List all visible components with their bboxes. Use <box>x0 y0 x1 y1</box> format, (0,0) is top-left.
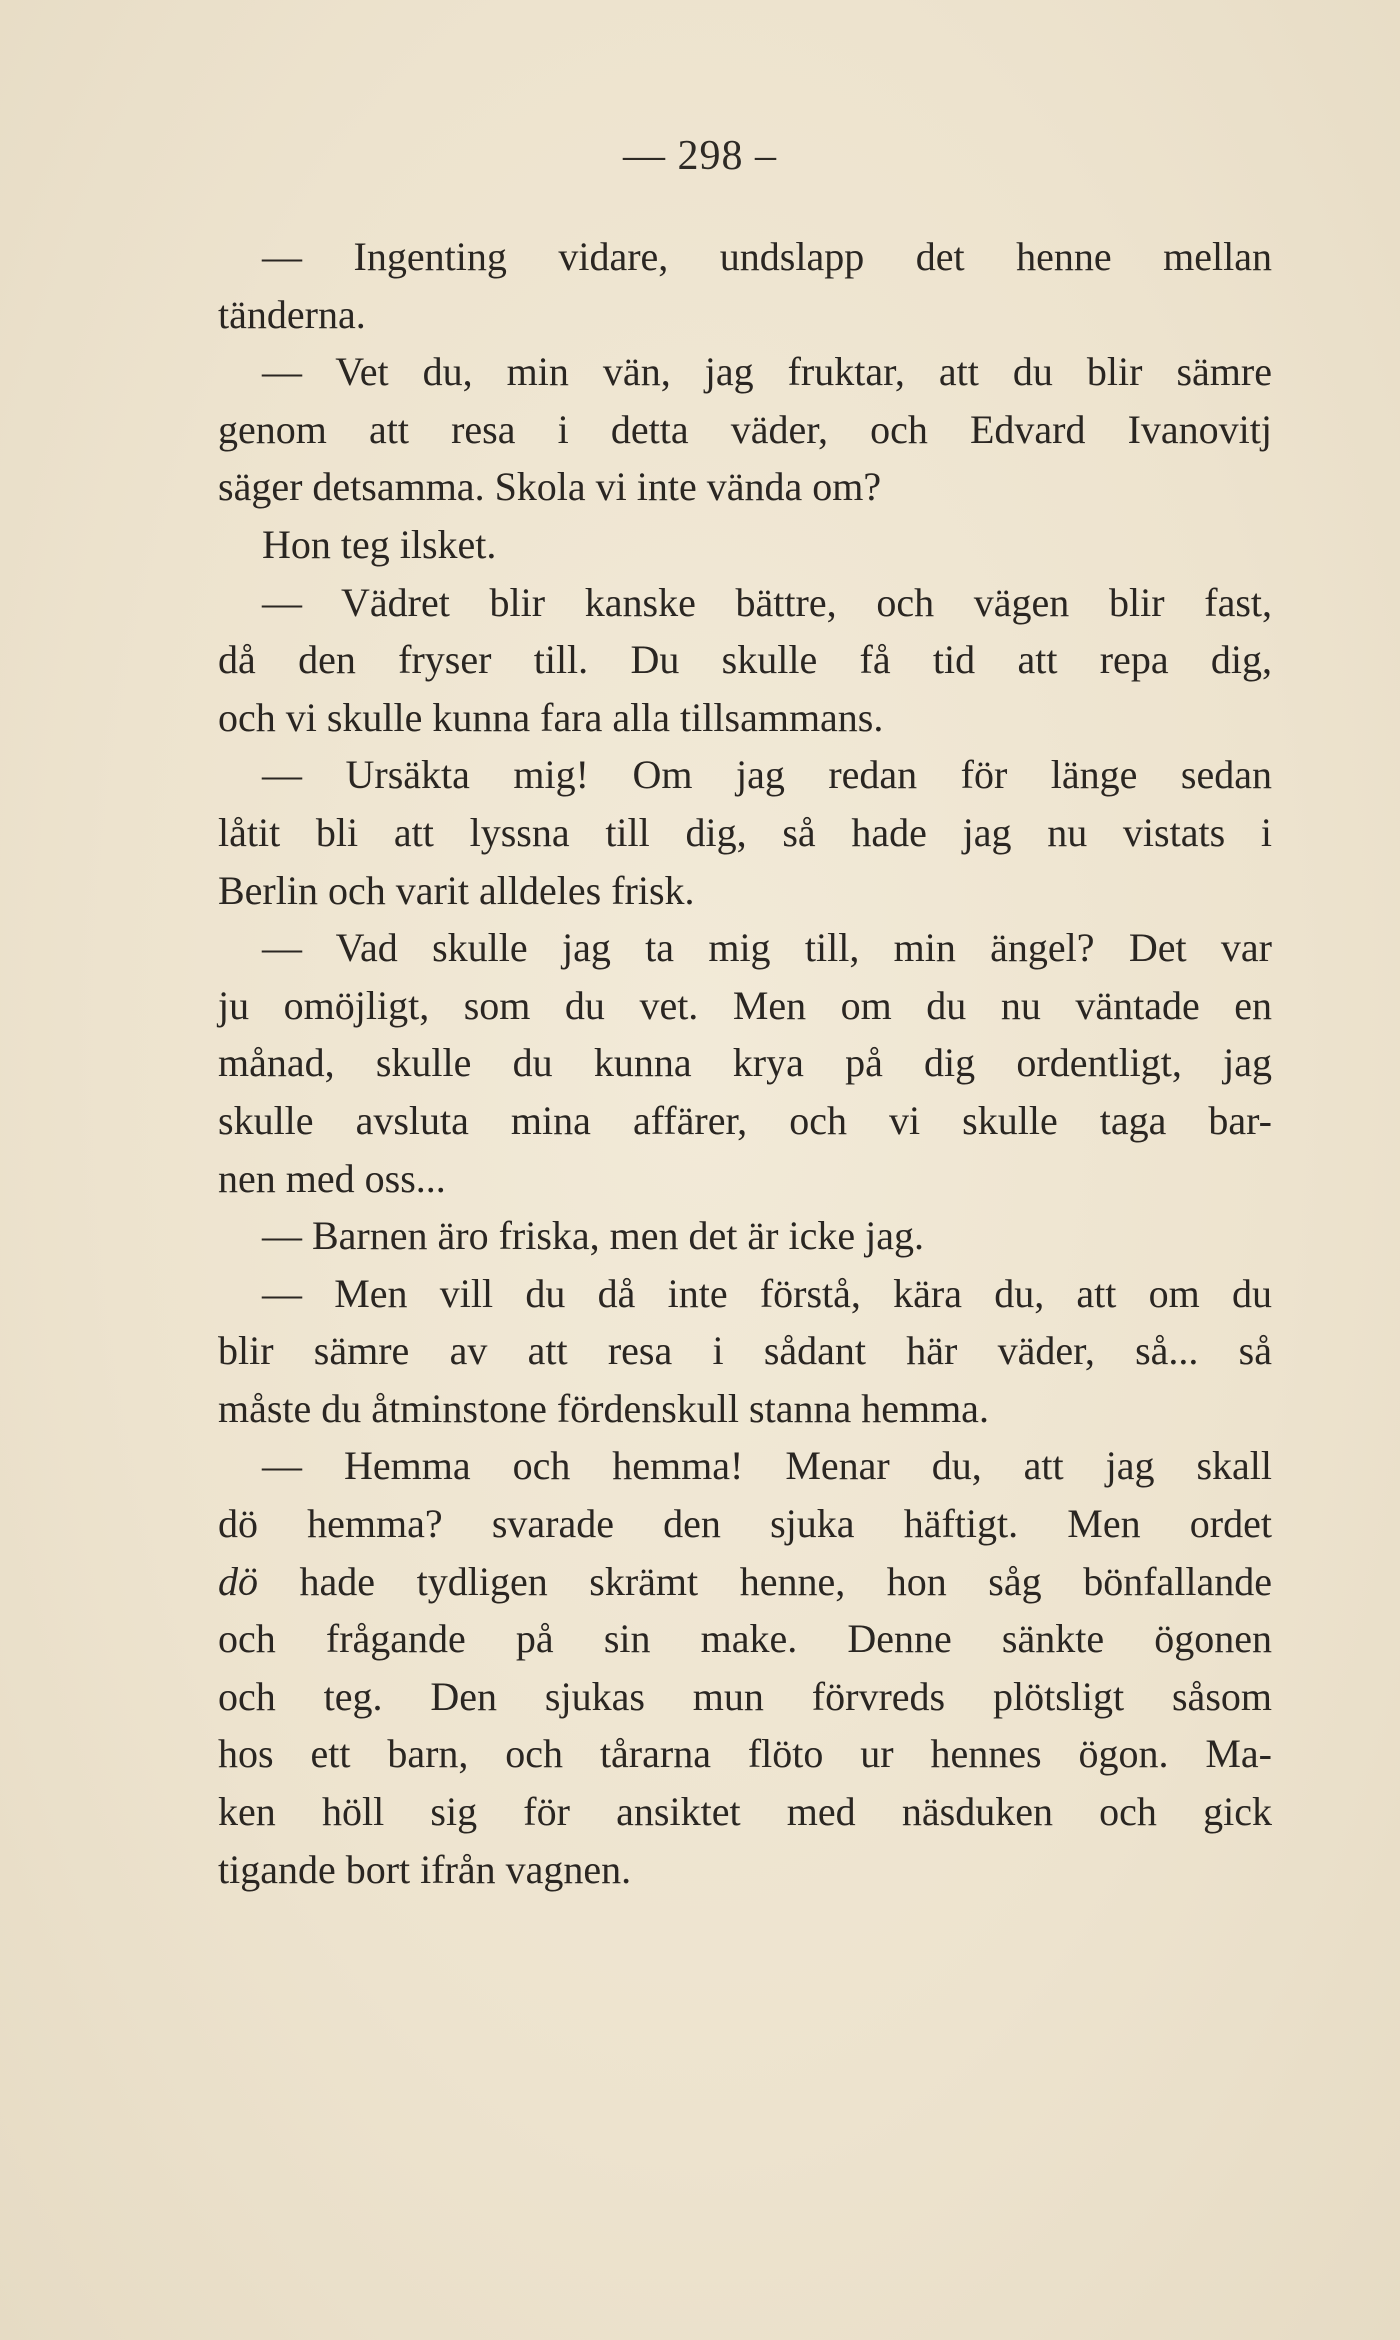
text-line: och vi skulle kunna fara alla tillsammans. <box>218 694 884 740</box>
text-line: Hon teg ilsket. <box>262 521 497 567</box>
text-line: måste du åtminstone fördenskull stanna hemma. <box>218 1385 989 1431</box>
body-text <box>218 228 1272 1898</box>
text-line: och frågande på sin make. Denne sänkte ögonen <box>218 1616 1272 1662</box>
text-line: nen med oss... <box>218 1155 446 1201</box>
text-line: blir sämre av att resa i sådant här väder, så... så <box>218 1328 1272 1374</box>
text-line: — Hemma och hemma! Menar du, att jag skall <box>262 1443 1272 1489</box>
text-line: hos ett barn, och tårarna flöto ur hennes ögon. Ma- <box>218 1731 1272 1777</box>
text-line: — Vädret blir kanske bättre, och vägen blir fast, <box>262 579 1272 625</box>
text-line: tigande bort ifrån vagnen. <box>218 1846 632 1892</box>
page-number: — 298 – <box>623 133 777 179</box>
text-line: — Ingenting vidare, undslapp det henne mellan <box>262 234 1272 279</box>
text-line-segment: hade tydligen skrämt henne, hon såg bönfallande <box>258 1558 1272 1604</box>
text-line: och teg. Den sjukas mun förvreds plötsligt såsom <box>218 1673 1272 1719</box>
text-line: då den fryser till. Du skulle få tid att repa dig, <box>218 637 1272 683</box>
text-line: — Barnen äro friska, men det är icke jag. <box>262 1213 924 1259</box>
text-line: låtit bli att lyssna till dig, så hade jag nu vistats i <box>218 809 1272 855</box>
text-line: skulle avsluta mina affärer, och vi skulle taga bar- <box>218 1097 1272 1143</box>
text-line: — Ursäkta mig! Om jag redan för länge sedan <box>262 752 1272 798</box>
text-line <box>218 1553 1272 1611</box>
text-line: — Vad skulle jag ta mig till, min ängel? Det var <box>262 925 1272 971</box>
text-line: genom att resa i detta väder, och Edvard Ivanovitj <box>218 406 1272 452</box>
italic-word: dö <box>218 1558 258 1604</box>
text-line: — Men vill du då inte förstå, kära du, att om du <box>262 1270 1272 1316</box>
text-line: ken höll sig för ansiktet med näsduken och gick <box>218 1789 1272 1835</box>
text-line: månad, skulle du kunna krya på dig ordentligt, jag <box>218 1040 1272 1086</box>
text-line: dö hemma? svarade den sjuka häftigt. Men ordet <box>218 1501 1272 1547</box>
text-line: — Vet du, min vän, jag fruktar, att du blir sämre <box>262 349 1272 395</box>
text-line: Berlin och varit alldeles frisk. <box>218 867 695 913</box>
text-line: tänderna. <box>218 291 366 337</box>
text-line: ju omöjligt, som du vet. Men om du nu väntade en <box>218 982 1272 1028</box>
text-line: säger detsamma. Skola vi inte vända om? <box>218 464 882 510</box>
